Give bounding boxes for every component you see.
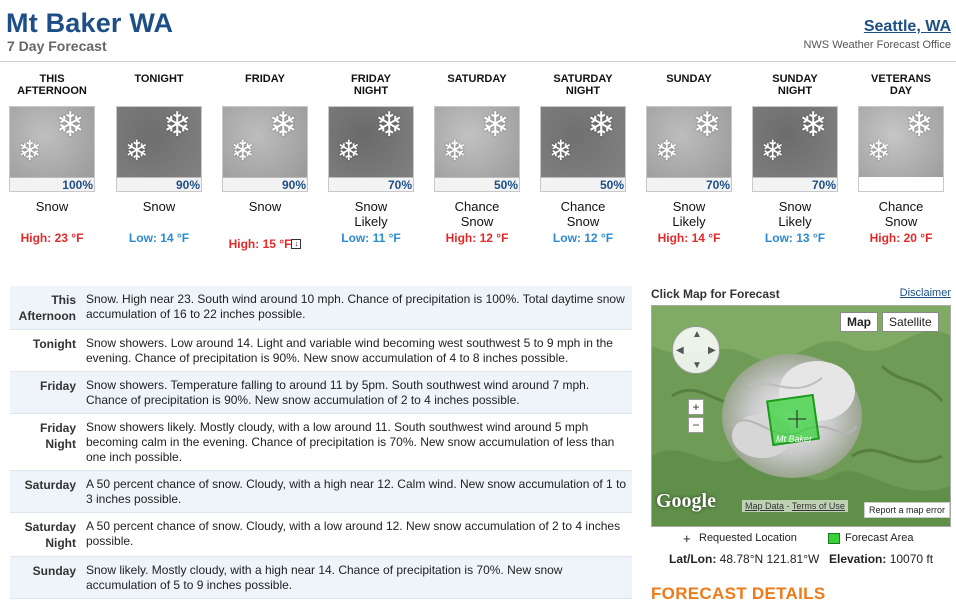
snowflake-icon: ❄ [761, 135, 785, 166]
google-logo: Google [656, 490, 716, 512]
row-period-label: Saturday Night [24, 520, 76, 550]
forecast-row [10, 414, 632, 471]
row-forecast-text: Snow showers. Temperature falling to around 11 by 5pm. South southwest wind around 7 mph. Chance of precipitation is 90%. New snow accumulation of 2 to 4 inches possible. [86, 378, 590, 407]
falling-temperature-icon[interactable]: ↓ [291, 239, 301, 249]
row-period-label: Friday Night [39, 421, 76, 451]
snow-icon[interactable] [540, 106, 626, 192]
snowflake-icon: ❄ [867, 135, 891, 166]
forecast-subtitle: 7 Day Forecast [7, 38, 107, 54]
forecast-tile[interactable] [530, 70, 636, 245]
report-map-error-link[interactable]: Report a map error [864, 502, 950, 518]
row-forecast-text: Snow showers likely. Mostly cloudy, with a low around 11. South southwest wind around 5 mph becoming calm in the evening. Chance of precipitation is 70%. New snow accumulation of less than one inch possible. [86, 420, 615, 464]
snow-icon[interactable] [752, 106, 838, 192]
forecast-tile[interactable] [0, 70, 105, 245]
forecast-tile[interactable] [106, 70, 212, 245]
snowflake-icon: ❄ [337, 135, 361, 166]
lat-lon [669, 552, 819, 566]
forecast-row [10, 471, 632, 513]
forecast-tile[interactable] [212, 70, 318, 251]
map-legend [651, 532, 951, 546]
forecast-row [10, 330, 632, 372]
tile-temperature [848, 231, 954, 245]
tile-description: Chance Snow [878, 199, 924, 229]
snowflake-icon: ❄ [375, 106, 404, 144]
zoom-out-button[interactable]: − [688, 417, 704, 433]
forecast-area-swatch-icon [828, 533, 840, 544]
forecast-tile[interactable] [742, 70, 848, 245]
temperature-value: Low: 11 °F [341, 231, 401, 245]
forecast-map[interactable] [651, 305, 951, 527]
precip-chance: 100% [10, 177, 95, 192]
forecast-row [10, 557, 632, 599]
row-period-label: Tonight [32, 337, 76, 351]
snowflake-icon: ❄ [443, 135, 467, 166]
tile-description: Snow [142, 199, 176, 214]
row-period-label: Sunday [32, 564, 76, 578]
precip-chance: 70% [329, 177, 414, 192]
forecast-tile[interactable] [318, 70, 424, 245]
precip-chance: 50% [541, 177, 626, 192]
snowflake-icon: ❄ [655, 135, 679, 166]
snowflake-icon: ❄ [693, 106, 722, 144]
map-title: Click Map for Forecast [651, 287, 780, 301]
temperature-value: High: 23 °F [20, 231, 84, 245]
precip-chance: 70% [753, 177, 838, 192]
precip-chance: 90% [117, 177, 202, 192]
snow-icon[interactable] [116, 106, 202, 192]
crosshair-icon: + [683, 531, 691, 546]
tile-description: Snow Likely [672, 199, 706, 229]
precip-chance: 50% [435, 177, 520, 192]
temperature-value: Low: 14 °F [128, 231, 190, 245]
page-header [0, 0, 956, 62]
tile-period: SATURDAY NIGHT [553, 73, 613, 97]
snowflake-icon: ❄ [56, 106, 85, 144]
precip-chance: 70% [647, 177, 732, 192]
snowflake-icon: ❄ [231, 135, 255, 166]
lat-lon-value: 48.78°N 121.81°W [719, 552, 820, 566]
elevation [829, 552, 933, 566]
tile-period: THIS AFTERNOON [17, 73, 87, 97]
snowflake-icon: ❄ [269, 106, 298, 144]
temperature-value: High: 15 °F [228, 237, 292, 251]
forecast-tile[interactable] [424, 70, 530, 245]
forecast-tile[interactable] [848, 70, 954, 245]
map-type-map-button[interactable]: Map [840, 312, 878, 332]
office-name: NWS Weather Forecast Office [803, 39, 951, 51]
tile-temperature [530, 231, 636, 245]
elevation-value: 10070 ft [889, 552, 934, 566]
forecast-row [10, 372, 632, 414]
row-forecast-text: Snow showers. Low around 14. Light and variable wind becoming west southwest 5 to 9 mph in the evening. Chance of precipitation is 90%. New snow accumulation of 4 to 8 inches possible. [86, 336, 613, 365]
temperature-value: High: 14 °F [657, 231, 721, 245]
tile-period: SUNDAY NIGHT [772, 73, 818, 97]
row-forecast-text: Snow likely. Mostly cloudy, with a high near 14. Chance of precipitation is 70%. New snow accumulation of 5 to 9 inches possible. [86, 563, 563, 592]
tile-description: Snow Likely [778, 199, 812, 229]
snow-icon[interactable] [328, 106, 414, 192]
legend-forecast-area: Forecast Area [845, 532, 914, 544]
temperature-value: High: 12 °F [445, 231, 509, 245]
tile-period: SATURDAY [447, 73, 507, 85]
snowflake-icon: ❄ [799, 106, 828, 144]
forecast-row [10, 513, 632, 557]
tile-period: TONIGHT [134, 73, 184, 85]
tile-temperature [424, 231, 530, 245]
row-forecast-text: A 50 percent chance of snow. Cloudy, with a high near 12. Calm wind. New snow accumulation of 1 to 3 inches possible. [86, 477, 627, 506]
temperature-value: Low: 13 °F [764, 231, 826, 245]
snow-icon[interactable] [858, 106, 944, 192]
tile-temperature [212, 237, 318, 251]
row-period-label: Saturday [24, 478, 76, 492]
snowflake-icon: ❄ [587, 106, 616, 144]
temperature-value: High: 20 °F [869, 231, 933, 245]
snow-icon[interactable] [646, 106, 732, 192]
zoom-in-button[interactable]: + [688, 399, 704, 415]
tile-period: VETERANS DAY [871, 73, 931, 97]
snowflake-icon: ❄ [125, 135, 149, 166]
tile-temperature [742, 231, 848, 245]
location-title: Mt Baker WA [6, 8, 174, 38]
snowflake-icon: ❄ [549, 135, 573, 166]
pan-down-icon[interactable]: ▼ [692, 360, 702, 371]
elevation-label: Elevation: [829, 552, 887, 566]
row-period-label: Friday [39, 379, 76, 393]
row-forecast-text: Snow. High near 23. South wind around 10 mph. Chance of precipitation is 100%. Total daytime snow accumulation of 16 to 22 inches possible. [86, 292, 625, 321]
tile-description: Snow [248, 199, 282, 214]
temperature-value: Low: 12 °F [552, 231, 614, 245]
snowflake-icon: ❄ [18, 135, 42, 166]
forecast-area-label: Mt Baker [776, 434, 813, 444]
legend-requested-location: Requested Location [699, 532, 797, 544]
office-link[interactable]: Seattle, WA [863, 18, 951, 35]
precip-chance: 90% [223, 177, 308, 192]
forecast-row [10, 286, 632, 330]
pan-left-icon[interactable]: ◀ [676, 345, 684, 356]
map-data-link[interactable]: Map Data [745, 501, 785, 511]
tile-temperature [0, 231, 105, 245]
snowflake-icon: ❄ [481, 106, 510, 144]
snow-icon[interactable] [222, 106, 308, 192]
terms-of-use-link[interactable]: Terms of Use [791, 501, 845, 511]
snowflake-icon: ❄ [163, 106, 192, 144]
pan-up-icon[interactable]: ▲ [692, 329, 702, 340]
snow-icon[interactable] [434, 106, 520, 192]
lat-lon-label: Lat/Lon: [669, 552, 717, 566]
tile-temperature [318, 231, 424, 245]
pan-control[interactable] [672, 326, 720, 374]
snowflake-icon: ❄ [905, 106, 934, 144]
map-attribution: Map Data - Terms of Use [742, 500, 848, 512]
tile-period: FRIDAY [245, 73, 285, 85]
tile-period: SUNDAY [666, 73, 712, 85]
disclaimer-link[interactable]: Disclaimer [899, 287, 951, 299]
tile-temperature [636, 231, 742, 245]
forecast-details-header: FORECAST DETAILS [651, 584, 826, 603]
snow-icon[interactable] [9, 106, 95, 192]
tile-description: Snow Likely [354, 199, 388, 229]
tile-description: Chance Snow [560, 199, 606, 229]
detailed-forecast [10, 286, 632, 599]
row-forecast-text: A 50 percent chance of snow. Cloudy, with a low around 12. New snow accumulation of 2 to 4 inches possible. [86, 519, 621, 548]
tile-description: Snow [35, 199, 69, 214]
forecast-tile[interactable] [636, 70, 742, 245]
map-type-satellite-button[interactable]: Satellite [882, 312, 939, 332]
tile-description: Chance Snow [454, 199, 500, 229]
pan-right-icon[interactable]: ▶ [708, 345, 716, 356]
row-period-label: This Afternoon [18, 293, 76, 323]
tile-period: FRIDAY NIGHT [351, 73, 391, 97]
tile-temperature [106, 231, 212, 245]
